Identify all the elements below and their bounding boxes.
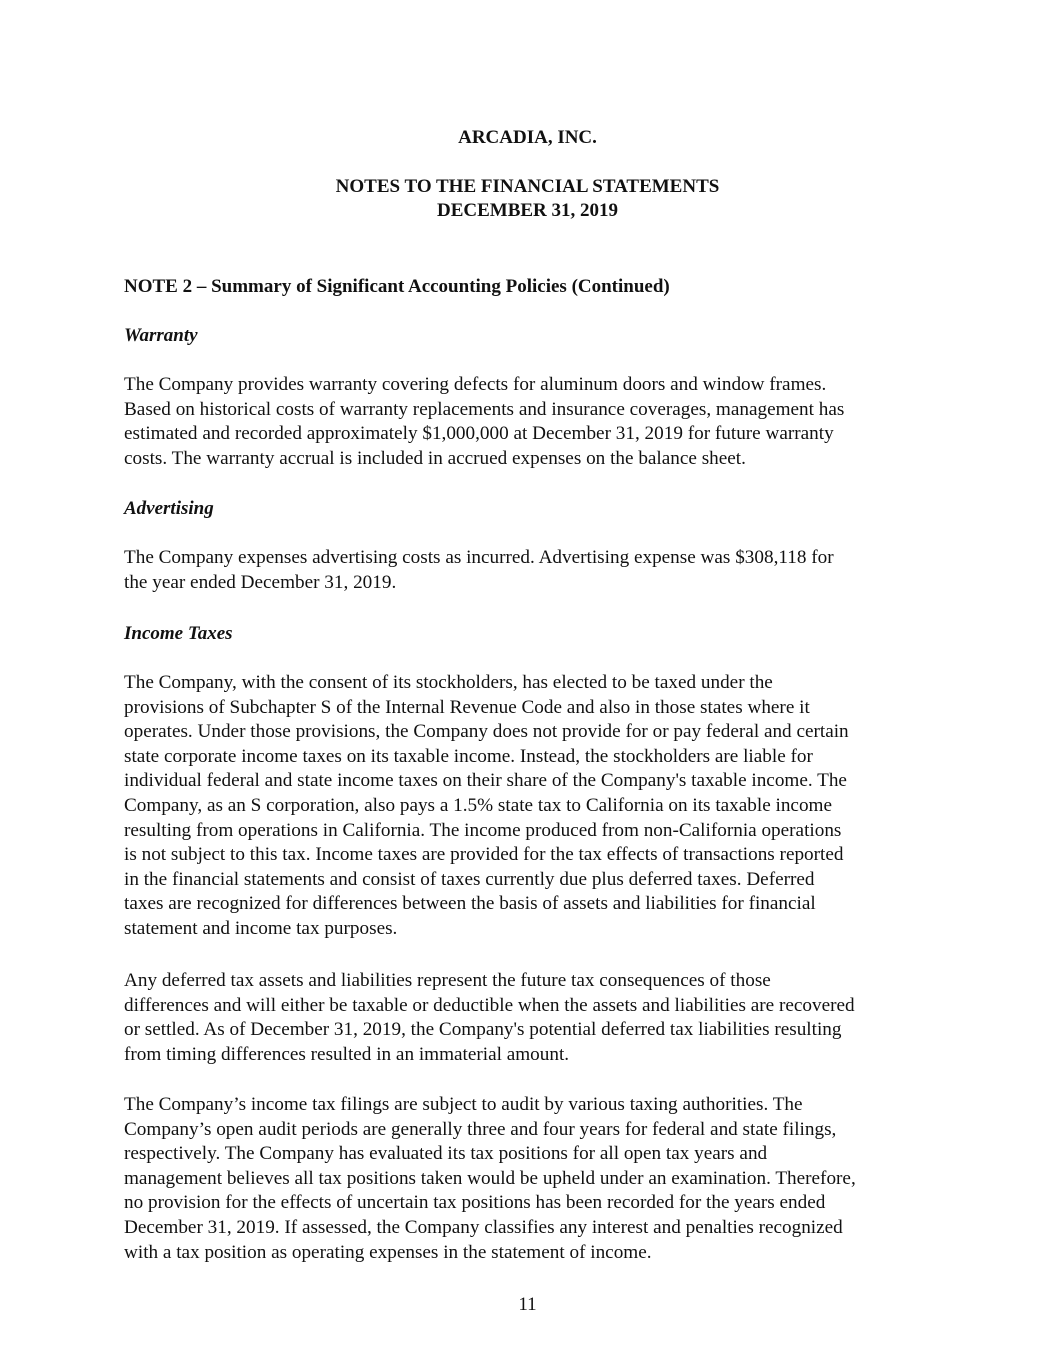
company-name: ARCADIA, INC. bbox=[458, 127, 597, 148]
text-line: provisions of Subchapter S of the Internal Revenue Code and also in those states where it bbox=[124, 696, 810, 718]
text-line: respectively. The Company has evaluated its tax positions for all open tax years and bbox=[124, 1143, 768, 1165]
text-line: estimated and recorded approximately $1,000,000 at December 31, 2019 for future warranty bbox=[124, 423, 834, 445]
text-line: Company, as an S corporation, also pays a 1.5% state tax to California on its taxable income bbox=[124, 794, 832, 816]
text-line: in the financial statements and consist of taxes currently due plus deferred taxes. Deferred bbox=[124, 868, 815, 890]
page-number: 11 bbox=[518, 1294, 537, 1315]
text-line: differences and will either be taxable or deductible when the assets and liabilities are recovered bbox=[124, 994, 855, 1016]
paragraph-advertising bbox=[124, 546, 954, 595]
text-line: with a tax position as operating expenses in the statement of income. bbox=[124, 1241, 652, 1263]
section-title-warranty: Warranty bbox=[124, 325, 198, 346]
text-line: The Company’s income tax filings are subject to audit by various taxing authorities. The bbox=[124, 1094, 803, 1115]
text-line: costs. The warranty accrual is included in accrued expenses on the balance sheet. bbox=[124, 447, 746, 469]
text-line: statement and income tax purposes. bbox=[124, 917, 398, 939]
text-line: taxes are recognized for differences between the basis of assets and liabilities for financial bbox=[124, 893, 816, 915]
document-date: DECEMBER 31, 2019 bbox=[436, 200, 619, 221]
section-title-advertising: Advertising bbox=[124, 498, 214, 519]
document-title: NOTES TO THE FINANCIAL STATEMENTS bbox=[335, 176, 720, 197]
text-line: December 31, 2019. If assessed, the Company classifies any interest and penalties recognized bbox=[124, 1216, 843, 1238]
text-line: The Company expenses advertising costs as incurred. Advertising expense was $308,118 for bbox=[124, 547, 834, 568]
text-line: The Company, with the consent of its stockholders, has elected to be taxed under the bbox=[124, 672, 773, 693]
paragraph-income-taxes-3 bbox=[124, 1093, 954, 1265]
text-line: management believes all tax positions taken would be upheld under an examination. Therefore, bbox=[124, 1167, 856, 1189]
text-line: no provision for the effects of uncertain tax positions has been recorded for the years ended bbox=[124, 1192, 826, 1214]
text-line: Company’s open audit periods are generally three and four years for federal and state filings, bbox=[124, 1118, 837, 1140]
text-line: is not subject to this tax. Income taxes are provided for the tax effects of transactions reported bbox=[124, 844, 844, 866]
section-title-income-taxes: Income Taxes bbox=[124, 623, 233, 644]
text-line: state corporate income taxes on its taxable income. Instead, the stockholders are liable for bbox=[124, 745, 813, 767]
text-line: the year ended December 31, 2019. bbox=[124, 571, 397, 593]
text-line: or settled. As of December 31, 2019, the Company's potential deferred tax liabilities resulting bbox=[124, 1019, 842, 1041]
text-line: Based on historical costs of warranty replacements and insurance coverages, management has bbox=[124, 398, 845, 420]
text-line: resulting from operations in California. The income produced from non-California operations bbox=[124, 819, 842, 841]
paragraph-income-taxes-1 bbox=[124, 671, 954, 942]
text-line: Any deferred tax assets and liabilities represent the future tax consequences of those bbox=[124, 970, 771, 991]
paragraph-warranty bbox=[124, 373, 954, 471]
text-line: operates. Under those provisions, the Company does not provide for or pay federal and certain bbox=[124, 721, 849, 743]
note-heading: NOTE 2 – Summary of Significant Accounting Policies (Continued) bbox=[124, 276, 670, 297]
text-line: The Company provides warranty covering defects for aluminum doors and window frames. bbox=[124, 374, 827, 395]
paragraph-income-taxes-2 bbox=[124, 969, 954, 1067]
text-line: from timing differences resulted in an immaterial amount. bbox=[124, 1043, 570, 1065]
text-line: individual federal and state income taxes on their share of the Company's taxable income. The bbox=[124, 770, 847, 792]
